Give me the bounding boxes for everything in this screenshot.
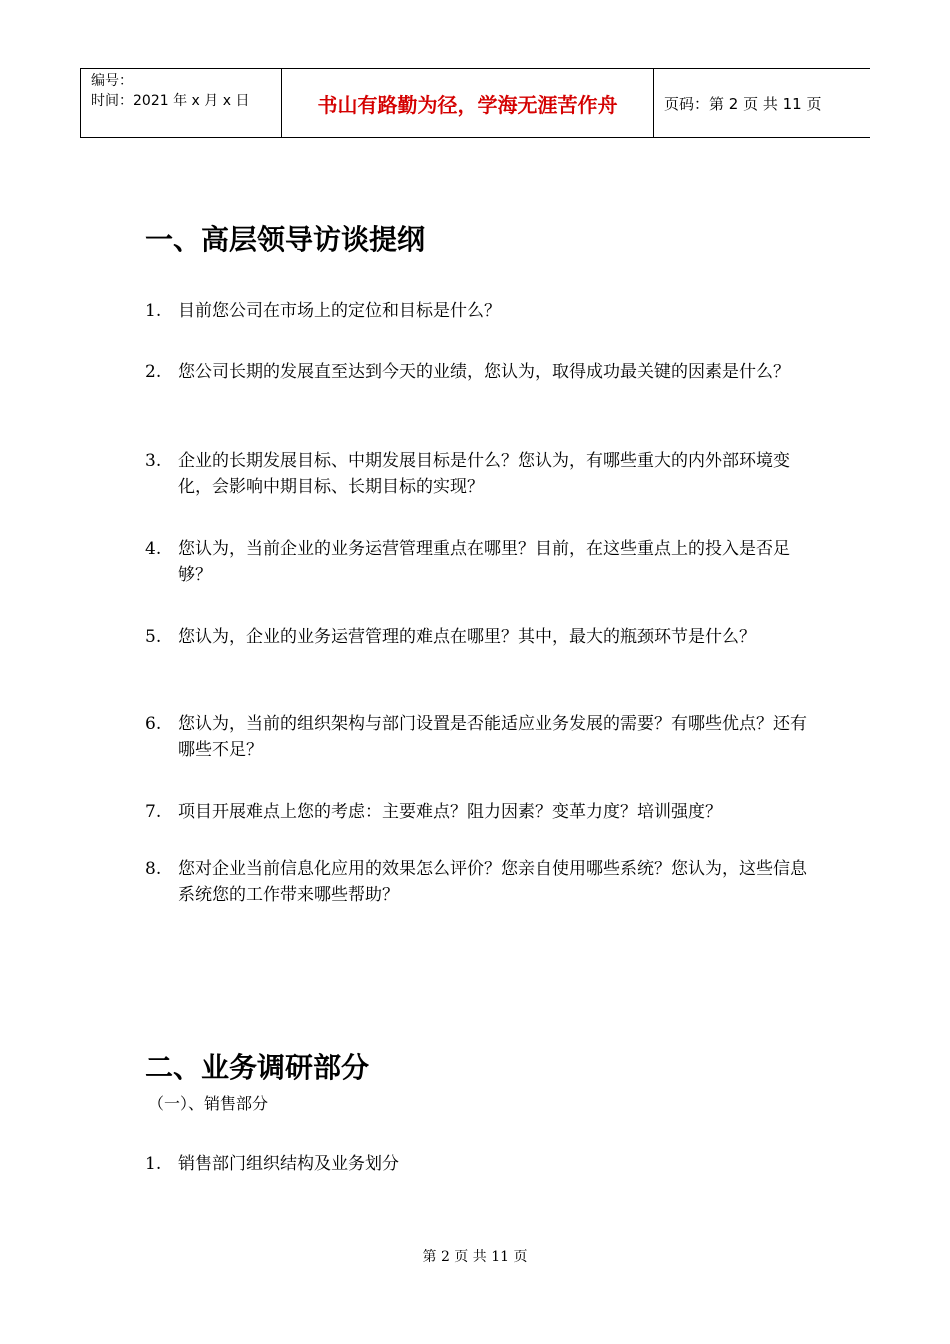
item-text: 企业的长期发展目标、中期发展目标是什么？您认为，有哪些重大的内外部环境变化，会影响中期目标、长期目标的实现？ [178,451,790,497]
section2-title: 二、业务调研部分 [145,1051,370,1084]
item-text: 您认为，企业的业务运营管理的难点在哪里？其中，最大的瓶颈环节是什么？ [178,627,756,647]
item-text: 您公司长期的发展直至达到今天的业绩，您认为，取得成功最关键的因素是什么？ [178,362,790,382]
item-number: 5. [145,627,162,647]
item-number: 6. [145,714,162,734]
item-text: 项目开展难点上您的考虑：主要难点？阻力因素？变革力度？培训强度？ [178,802,722,822]
time-label: 时间：2021 年 x 月 x 日 [91,93,250,109]
item-text: 您认为，当前企业的业务运营管理重点在哪里？目前，在这些重点上的投入是否足够？ [178,539,790,585]
section2-subtitle: （一）、销售部分 [148,1094,269,1113]
page-header [80,68,870,138]
page-footer: 第 2 页 共 11 页 [422,1249,528,1265]
item-number: 4. [145,539,162,559]
header-meta [80,69,282,137]
item-number: 3. [145,451,162,471]
header-motto: 书山有路勤为径，学海无涯苦作舟 [282,69,654,137]
section1-title: 一、高层领导访谈提纲 [145,223,426,256]
item-number: 1. [145,1154,162,1174]
item-number: 1. [145,301,162,321]
item-number: 8. [145,859,162,879]
item-text: 销售部门组织结构及业务划分 [178,1154,399,1174]
item-number: 2. [145,362,162,382]
code-label: 编号： [91,73,133,89]
item-text: 目前您公司在市场上的定位和目标是什么？ [178,301,501,321]
item-text: 您认为，当前的组织架构与部门设置是否能适应业务发展的需要？有哪些优点？还有哪些不足？ [178,714,807,760]
item-number: 7. [145,802,162,822]
header-page-info: 页码：第 2 页 共 11 页 [664,94,822,113]
item-text: 您对企业当前信息化应用的效果怎么评价？您亲自使用哪些系统？您认为，这些信息系统您的工作带来哪些帮助？ [178,859,807,905]
